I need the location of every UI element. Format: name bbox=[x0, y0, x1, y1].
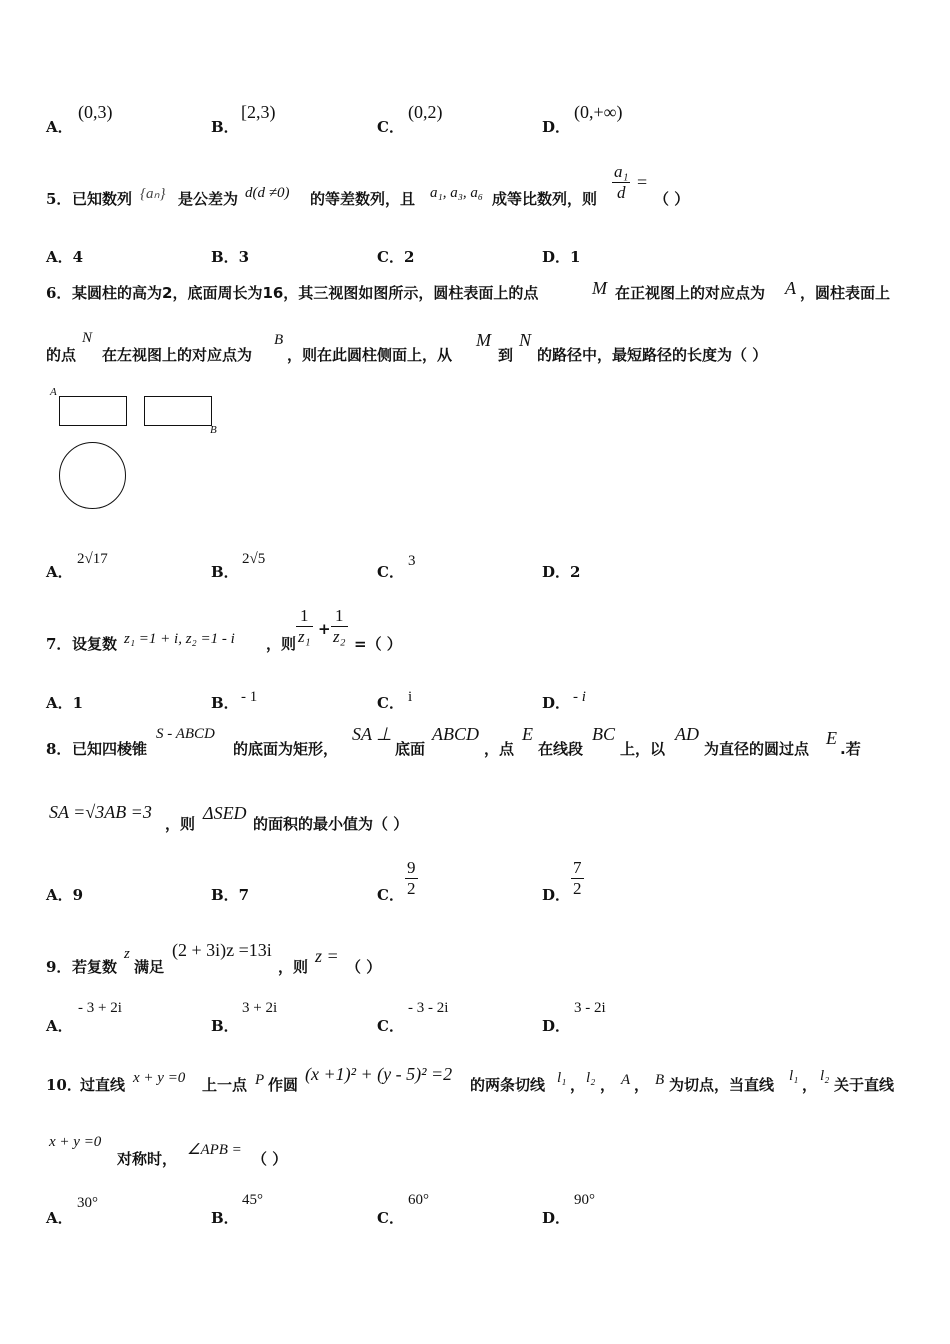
math-point-e: E bbox=[522, 724, 533, 744]
option-d[interactable]: D．2 bbox=[542, 563, 581, 581]
math-line: x + y =0 bbox=[133, 1070, 186, 1086]
math-variable-z: z bbox=[124, 946, 130, 962]
option-a[interactable]: A．4 bbox=[46, 248, 84, 266]
question-text: .若 bbox=[840, 740, 861, 758]
question-text: ，则 bbox=[266, 635, 297, 653]
plus-sign: + bbox=[318, 620, 331, 638]
math-pyramid: S - ABCD bbox=[156, 726, 215, 742]
question-text: 已知四棱锥 bbox=[72, 740, 148, 758]
math-equation: (2 + 3i)z =13i bbox=[172, 940, 272, 960]
option-c-label[interactable]: C． bbox=[377, 694, 404, 712]
math-terms: a₁, a₃, a₆ bbox=[430, 185, 484, 201]
option-b-label[interactable]: B． bbox=[211, 118, 239, 136]
option-a-label[interactable]: A． bbox=[46, 1209, 73, 1227]
question-text: 上，以 bbox=[620, 740, 666, 758]
math-fraction bbox=[612, 162, 630, 203]
option-c-value: i bbox=[408, 689, 413, 705]
front-view-rect bbox=[59, 396, 127, 426]
math-point-a: A bbox=[785, 278, 796, 298]
question-text: 底面 bbox=[395, 740, 426, 758]
question-text: 上一点 bbox=[202, 1076, 248, 1094]
option-c-value: - 3 - 2i bbox=[408, 1000, 449, 1016]
question-text: 是公差为 bbox=[178, 190, 239, 208]
question-number: 6． bbox=[46, 284, 72, 302]
question-text: 在正视图上的对应点为 bbox=[615, 284, 766, 302]
option-c[interactable]: C．2 bbox=[377, 248, 415, 266]
option-c-value: 3 bbox=[408, 553, 416, 569]
math-base: ABCD bbox=[432, 724, 479, 744]
question-text: 作圆 bbox=[268, 1076, 299, 1094]
math-sequence: {aₙ} bbox=[140, 186, 166, 202]
question-text: 的底面为矩形， bbox=[233, 740, 339, 758]
fraction-numerator: 1 bbox=[300, 606, 309, 625]
option-c-value: 60° bbox=[408, 1192, 429, 1208]
math-segment-bc: BC bbox=[592, 724, 616, 744]
answer-paren: =（ ） bbox=[354, 635, 402, 653]
option-b-value: 2√5 bbox=[242, 551, 266, 567]
option-c-fraction bbox=[405, 858, 418, 899]
punctuation: ， bbox=[802, 1076, 818, 1094]
math-condition: SA =√3AB =3 bbox=[49, 802, 152, 822]
option-c-value: (0,2) bbox=[408, 102, 443, 122]
option-b-value: - 1 bbox=[241, 689, 258, 705]
math-condition: d(d ≠0) bbox=[245, 185, 290, 201]
option-b-label[interactable]: B． bbox=[211, 563, 239, 581]
option-c-label[interactable]: C． bbox=[377, 118, 404, 136]
math-point-b: B bbox=[655, 1072, 665, 1088]
option-c-label[interactable]: C． bbox=[377, 563, 404, 581]
question-text: ，则 bbox=[278, 958, 309, 976]
option-b[interactable]: B．3 bbox=[211, 248, 250, 266]
question-text: 满足 bbox=[134, 958, 165, 976]
question-text: 某圆柱的高为2，底面周长为16，其三视图如图所示，圆柱表面上的点 bbox=[72, 284, 539, 302]
option-a[interactable]: A．9 bbox=[46, 886, 84, 904]
math-fraction bbox=[331, 606, 348, 647]
question-text: 关于直线 bbox=[834, 1076, 895, 1094]
question-number: 8． bbox=[46, 740, 72, 758]
fraction-denominator: z₂ bbox=[333, 627, 346, 646]
punctuation: ， bbox=[634, 1076, 650, 1094]
question-text: 对称时， bbox=[117, 1150, 178, 1168]
question-text: ，则在此圆柱侧面上，从 bbox=[287, 346, 453, 364]
math-point-a: A bbox=[621, 1072, 631, 1088]
option-a-value: 30° bbox=[77, 1195, 98, 1211]
punctuation: ， bbox=[570, 1076, 586, 1094]
figure-label-b: B bbox=[210, 424, 217, 436]
question-text: 的点 bbox=[46, 346, 77, 364]
option-b-value: 45° bbox=[242, 1192, 263, 1208]
math-line-l1: l₁ bbox=[789, 1068, 799, 1084]
math-point-e: E bbox=[826, 728, 837, 748]
fraction-denominator: d bbox=[612, 182, 630, 203]
question-number: 10． bbox=[46, 1076, 82, 1094]
figure-label-a: A bbox=[50, 386, 57, 398]
option-b-value: 3 + 2i bbox=[242, 1000, 278, 1016]
punctuation: ， bbox=[600, 1076, 616, 1094]
math-point-p: P bbox=[255, 1072, 265, 1088]
option-c-label[interactable]: C． bbox=[377, 1209, 404, 1227]
math-point-n: N bbox=[82, 330, 93, 346]
answer-paren: （ ） bbox=[252, 1150, 288, 1168]
question-number: 5． bbox=[46, 190, 72, 208]
option-d-label[interactable]: D． bbox=[542, 118, 571, 136]
question-text: ，则 bbox=[165, 815, 196, 833]
option-a-value: (0,3) bbox=[78, 102, 113, 122]
side-view-rect bbox=[144, 396, 212, 426]
math-angle: ∠APB = bbox=[187, 1142, 242, 1158]
option-a-label[interactable]: A． bbox=[46, 563, 73, 581]
option-d-fraction bbox=[571, 858, 584, 899]
math-line-l2: l₂ bbox=[586, 1070, 596, 1086]
fraction-numerator: a₁ bbox=[614, 162, 629, 181]
option-d-value: - i bbox=[573, 689, 586, 705]
question-text: 为切点，当直线 bbox=[669, 1076, 775, 1094]
question-text: 过直线 bbox=[80, 1076, 126, 1094]
option-b-label[interactable]: B． bbox=[211, 1209, 239, 1227]
option-d-value: 3 - 2i bbox=[574, 1000, 606, 1016]
math-line-l2: l₂ bbox=[820, 1068, 830, 1084]
option-b-label[interactable]: B． bbox=[211, 694, 239, 712]
question-text: 若复数 bbox=[72, 958, 118, 976]
answer-paren: （ ） bbox=[346, 958, 382, 976]
equals-sign: = bbox=[637, 172, 648, 192]
question-number: 9． bbox=[46, 958, 72, 976]
math-line: x + y =0 bbox=[49, 1134, 102, 1150]
option-d[interactable]: D．1 bbox=[542, 248, 581, 266]
fraction-numerator: 1 bbox=[335, 606, 344, 625]
option-d-label[interactable]: D． bbox=[542, 886, 571, 904]
fraction-numerator: 9 bbox=[407, 858, 416, 877]
option-c-label[interactable]: C． bbox=[377, 886, 404, 904]
option-d-value: (0,+∞) bbox=[574, 102, 623, 122]
question-number: 7． bbox=[46, 635, 72, 653]
fraction-denominator: z₁ bbox=[298, 627, 311, 646]
question-text: 已知数列 bbox=[72, 190, 133, 208]
math-circle: (x +1)² + (y - 5)² =2 bbox=[305, 1064, 453, 1084]
option-b[interactable]: B．7 bbox=[211, 886, 250, 904]
math-fraction bbox=[296, 606, 313, 647]
question-text: 到 bbox=[498, 346, 514, 364]
option-a-value: - 3 + 2i bbox=[78, 1000, 122, 1016]
option-d-label[interactable]: D． bbox=[542, 694, 571, 712]
option-b-value: [2,3) bbox=[241, 102, 276, 122]
option-c-label[interactable]: C． bbox=[377, 1017, 404, 1035]
option-b-label[interactable]: B． bbox=[211, 1017, 239, 1035]
fraction-denominator: 2 bbox=[407, 879, 416, 898]
math-point-m: M bbox=[476, 330, 491, 350]
math-point-b: B bbox=[274, 332, 284, 348]
option-d-label[interactable]: D． bbox=[542, 1017, 571, 1035]
top-view-circle bbox=[59, 442, 126, 509]
math-perpendicular: SA ⊥ bbox=[352, 724, 392, 744]
math-point-n: N bbox=[519, 330, 532, 350]
math-expression: z₁ =1 + i, z₂ =1 - i bbox=[124, 631, 235, 647]
option-a-value: 2√17 bbox=[77, 551, 108, 567]
question-text: 的路径中，最短路径的长度为（ ） bbox=[537, 346, 768, 364]
math-z-equals: z = bbox=[315, 946, 339, 966]
option-a[interactable]: A．1 bbox=[46, 694, 84, 712]
option-a-label[interactable]: A． bbox=[46, 1017, 73, 1035]
question-text: 在左视图上的对应点为 bbox=[102, 346, 253, 364]
option-d-label[interactable]: D． bbox=[542, 1209, 571, 1227]
question-text: 设复数 bbox=[72, 635, 118, 653]
option-a-label[interactable]: A． bbox=[46, 118, 73, 136]
question-text: 成等比数列，则 bbox=[492, 190, 598, 208]
fraction-denominator: 2 bbox=[573, 879, 582, 898]
option-d-value: 90° bbox=[574, 1192, 595, 1208]
question-text: 为直径的圆过点 bbox=[704, 740, 810, 758]
question-text: 的两条切线 bbox=[470, 1076, 546, 1094]
math-point-m: M bbox=[592, 278, 607, 298]
question-text: ，圆柱表面上 bbox=[800, 284, 891, 302]
math-line-l1: l₁ bbox=[557, 1070, 567, 1086]
fraction-numerator: 7 bbox=[573, 858, 582, 877]
math-triangle: ΔSED bbox=[203, 803, 247, 823]
question-text: 的面积的最小值为（ ） bbox=[253, 815, 409, 833]
question-text: 的等差数列，且 bbox=[310, 190, 416, 208]
question-text: 在线段 bbox=[538, 740, 584, 758]
answer-paren: （ ） bbox=[654, 190, 690, 208]
math-segment-ad: AD bbox=[675, 724, 699, 744]
question-text: ，点 bbox=[484, 740, 515, 758]
